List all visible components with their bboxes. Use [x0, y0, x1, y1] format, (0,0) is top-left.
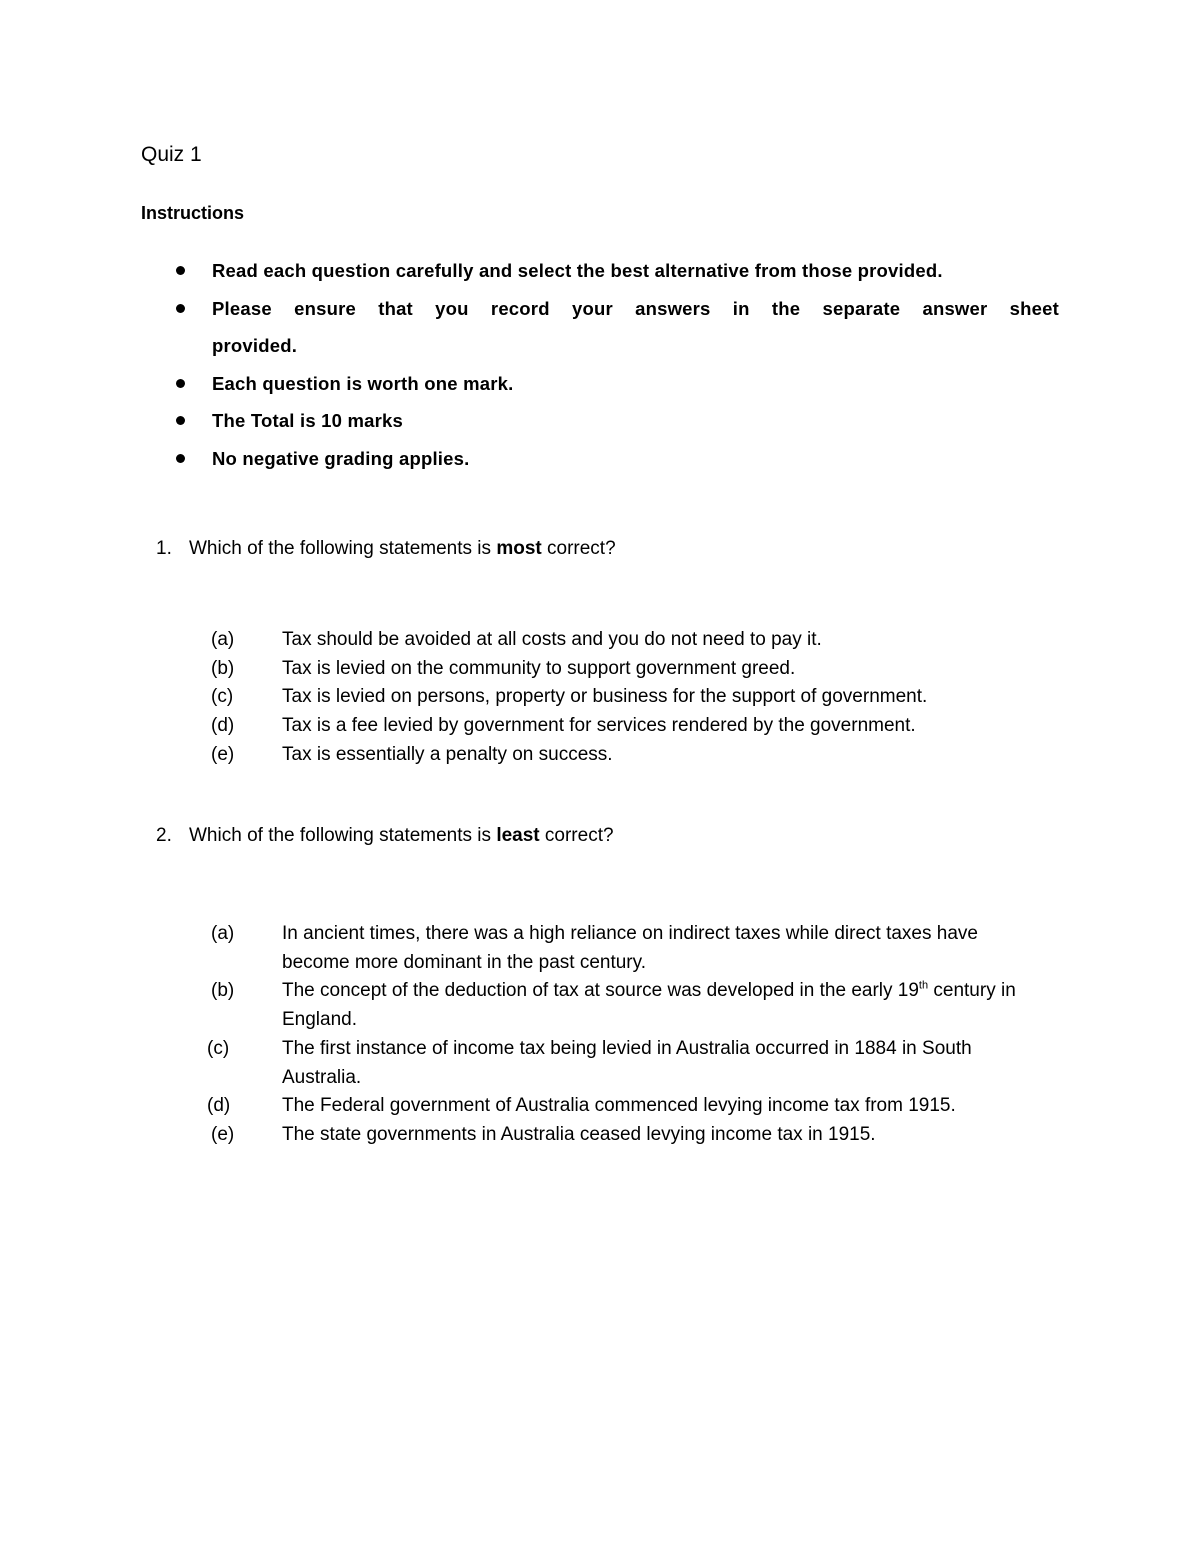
question-1-options	[141, 626, 1071, 770]
option-item	[141, 1092, 1071, 1121]
option-label: (b)	[211, 980, 235, 1002]
option-label: (a)	[211, 629, 235, 650]
option-label: (e)	[211, 743, 235, 765]
instructions-heading: Instructions	[141, 203, 245, 223]
option-text: The concept of the deduction of tax at source was developed in the early 19th century in England.	[282, 980, 1016, 1031]
option-text: The Federal government of Australia commenced levying income tax from 1915.	[282, 1095, 956, 1117]
instruction-item	[141, 252, 1059, 290]
option-text: The state governments in Australia ceased levying income tax in 1915.	[282, 1123, 876, 1145]
question-number: 1.	[156, 538, 172, 559]
question-2-options	[141, 920, 1071, 1150]
option-text: Tax is levied on persons, property or business for the support of government.	[282, 686, 928, 708]
question-emphasis: most	[496, 538, 542, 559]
option-item	[141, 1035, 1071, 1092]
instruction-text: Please ensure that you record your answers in the separate answer sheet	[212, 297, 1059, 319]
bullet-icon	[176, 454, 185, 463]
option-label: (b)	[211, 657, 235, 679]
instruction-text: No negative grading applies.	[212, 447, 470, 469]
option-text: Tax is a fee levied by government for services rendered by the government.	[282, 715, 916, 737]
option-text: The first instance of income tax being levied in Australia occurred in 1884 in South Australia.	[282, 1037, 972, 1088]
option-label: (e)	[211, 1123, 235, 1145]
instruction-item	[141, 290, 1059, 365]
option-label: (d)	[207, 1095, 231, 1117]
option-item	[141, 1121, 1071, 1150]
instruction-text: Read each question carefully and select the best alternative from those provided.	[212, 260, 943, 281]
instruction-text-continued: provided.	[212, 335, 298, 356]
option-label: (d)	[211, 715, 235, 737]
instruction-text: Each question is worth one mark.	[212, 372, 514, 394]
option-item	[141, 655, 1071, 684]
instructions-list	[141, 252, 1059, 477]
option-label: (a)	[211, 923, 235, 944]
option-item	[141, 712, 1071, 741]
option-item	[141, 626, 1071, 655]
option-item	[141, 920, 1071, 977]
instruction-item	[141, 440, 1059, 478]
instruction-item	[141, 402, 1059, 440]
option-text: In ancient times, there was a high reliance on indirect taxes while direct taxes have become more dominant in the past century.	[282, 923, 978, 973]
option-label: (c)	[207, 1037, 230, 1059]
question-text: Which of the following statements is most correct?	[189, 538, 616, 559]
question-text: Which of the following statements is least correct?	[189, 825, 614, 846]
bullet-icon	[176, 304, 185, 313]
option-text: Tax is levied on the community to support government greed.	[282, 657, 796, 679]
page-title: Quiz 1	[141, 143, 202, 166]
option-text: Tax is essentially a penalty on success.	[282, 743, 613, 765]
option-item	[141, 683, 1071, 712]
option-item	[141, 741, 1071, 770]
bullet-icon	[176, 379, 185, 388]
bullet-icon	[176, 266, 185, 275]
option-text: Tax should be avoided at all costs and you do not need to pay it.	[282, 629, 822, 650]
question-emphasis: least	[496, 825, 540, 846]
instruction-item	[141, 365, 1059, 403]
question-number: 2.	[156, 825, 172, 846]
instruction-text: The Total is 10 marks	[212, 410, 403, 431]
bullet-icon	[176, 416, 185, 425]
option-label: (c)	[211, 686, 234, 708]
superscript: th	[918, 980, 929, 993]
option-item	[141, 977, 1071, 1034]
